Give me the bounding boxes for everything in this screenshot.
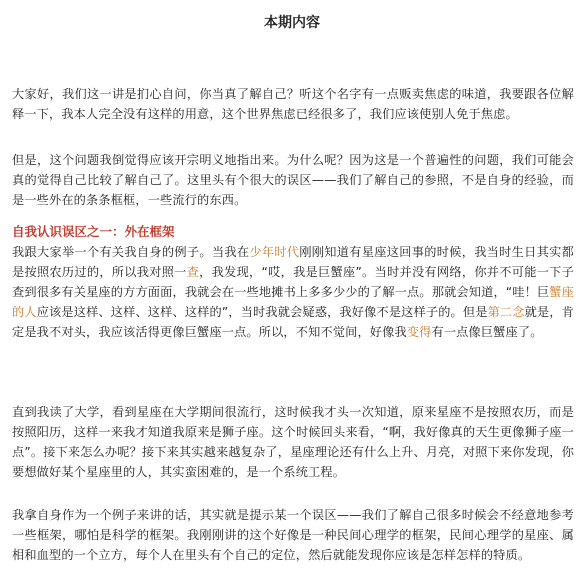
text-segment: 刚刚知道有星座这回事的时候，我当时生日其实都是按照农历过的，所以我对照一: [12, 245, 574, 279]
paragraph-conclusion: 我拿自身作为一个例子来讲的话，其实就是提示某一个误区——我们了解自己很多时候会不经意地参考一些框架，哪怕是科学的框架。我刚刚讲的这个好像是一种民间心理学的框架，民间心理学的星座、属相和血型的一个立方，每个人在里头有个自己的定位，然后就能发现你应该是怎样怎样的特质。: [12, 508, 574, 562]
text-segment: 应该是这样、这样、这样、这样的”，当时我就会疑惑，我好像不是这样子的。但是: [36, 305, 488, 319]
paragraph-example: [12, 242, 574, 342]
section-heading: 自我认识误区之一：外在框架: [12, 224, 175, 239]
page-title: 本期内容: [264, 15, 320, 31]
text-segment: 就是，肯定是我不对头，我应该活得更像巨蟹座一点。所以，不知不觉间，好像我: [12, 305, 574, 339]
text-segment: ，我发现，“哎，我是巨蟹座”。当时并没有网络，你并不可能一下子查到很多有关星座的方方面面，我就会在一些地摊书上多多少少的了解一点。那就会知道，“哇！巨: [12, 265, 574, 299]
highlighted-text: 变得: [406, 325, 432, 339]
highlighted-text: 查: [186, 265, 200, 279]
highlighted-text: 第二念: [487, 305, 525, 319]
paragraph-intro: 大家好，我们这一讲是扪心自问，你当真了解自己？听这个名字有一点贩卖焦虑的味道，我要跟各位解释一下，我本人完全没有这样的用意，这个世界焦虑已经很多了，我们应该使别人免于焦虑。: [12, 87, 574, 121]
paragraph-question: 但是，这个问题我倒觉得应该开宗明义地指出来。为什么呢？因为这是一个普遍性的问题，我们可能会真的觉得自己比较了解自己了。这里头有个很大的误区——我们了解自己的参照，不是自身的经验，而是一些外在的条条框框，一些流行的东西。: [12, 153, 574, 207]
paragraph-university: 直到我读了大学，看到星座在大学期间很流行，这时候我才头一次知道，原来星座不是按照农历，而是按照阳历，这样一来我才知道我原来是狮子座。这个时候回头来看，“啊，我好像真的天生更像狮子座一点”。接下来怎么办呢？接下来其实越来越复杂了，星座理论还有什么上升、月亮，对照下来你发现，你要想做好某个星座里的人，其实蛮困难的，是一个系统工程。: [12, 405, 574, 479]
text-segment: 有一点像巨蟹座了。: [431, 325, 543, 339]
text-segment: 我跟大家举一个有关我自身的例子。当我在: [12, 245, 250, 259]
highlighted-text: 少年时代: [249, 245, 300, 259]
highlighted-text: 蟹座的人: [12, 285, 574, 319]
